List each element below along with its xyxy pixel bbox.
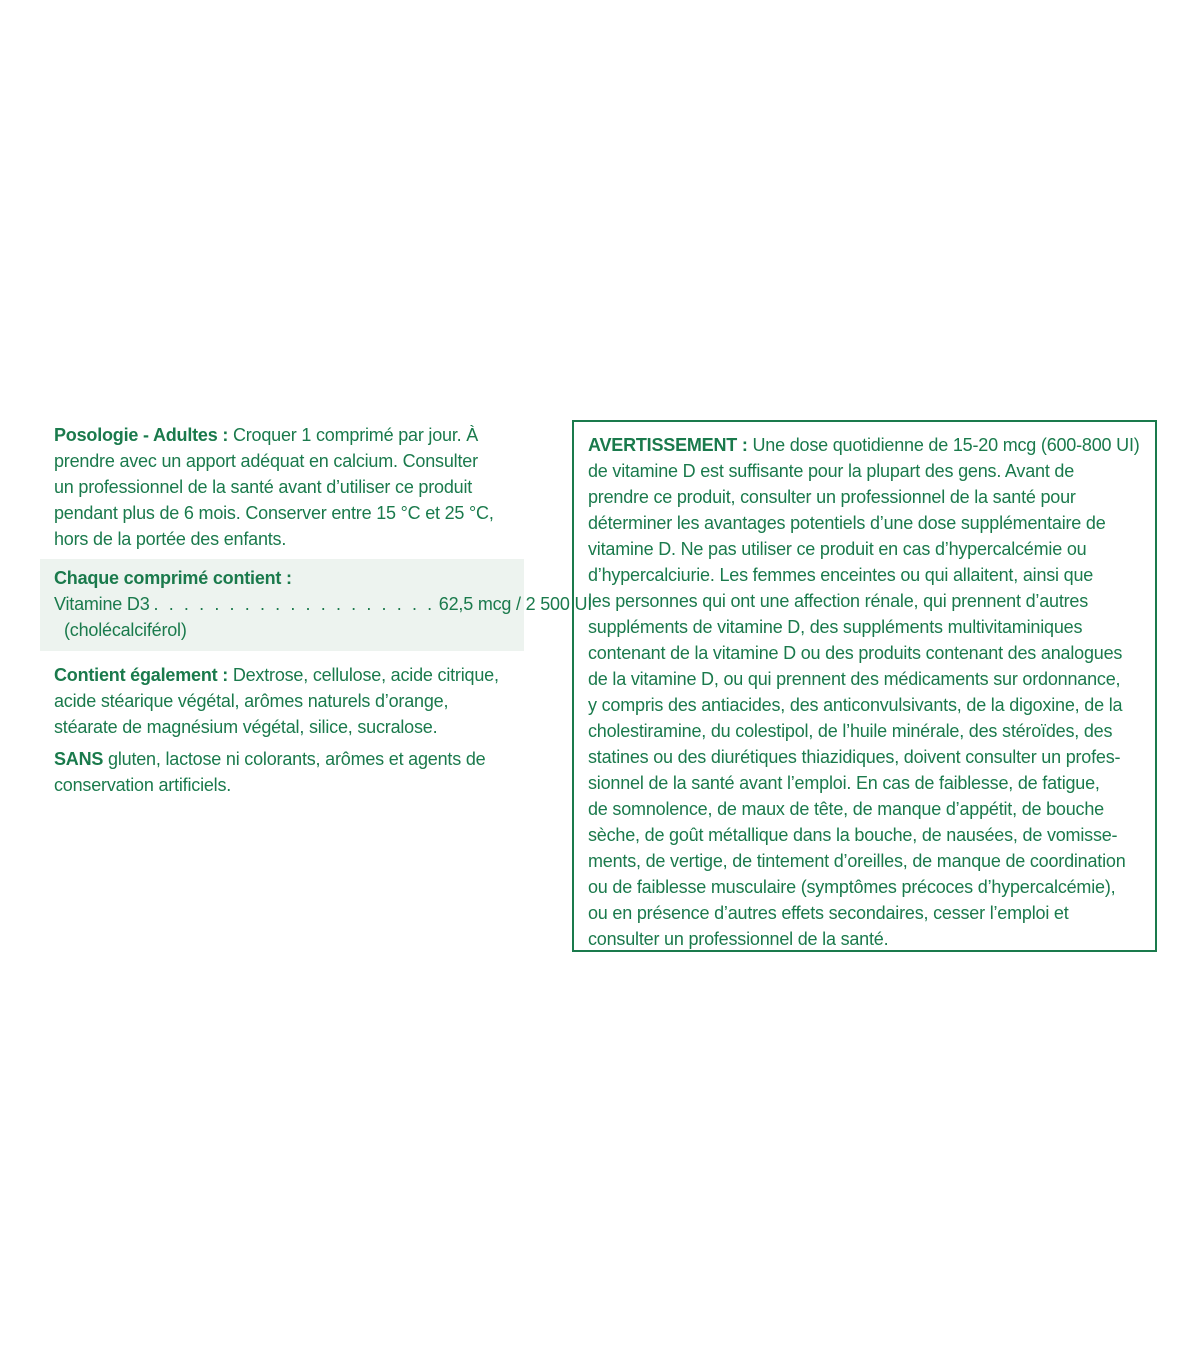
warning-line bbox=[588, 432, 1143, 458]
ingredient-leader-dots: . . . . . . . . . . . . . . . . . . . bbox=[153, 594, 435, 614]
dosage-section bbox=[54, 422, 524, 552]
medicinal-ingredients-box bbox=[40, 559, 593, 651]
free-from-line: conservation artificiels. bbox=[54, 775, 232, 795]
ingredients-title: Chaque comprimé contient : bbox=[54, 568, 292, 588]
dosage-line: hors de la portée des enfants. bbox=[54, 529, 287, 549]
dosage-line: un professionnel de la santé avant d’utiliser ce produit bbox=[54, 477, 473, 497]
dosage-line bbox=[54, 422, 524, 448]
warning-label: AVERTISSEMENT : bbox=[588, 435, 748, 455]
free-from-label: SANS bbox=[54, 749, 104, 769]
warning-line: de vitamine D est suffisante pour la plupart des gens. Avant de bbox=[588, 461, 1075, 481]
non-medicinal-ingredients bbox=[54, 662, 524, 740]
warning-line: contenant de la vitamine D ou des produits contenant des analogues bbox=[588, 643, 1123, 663]
free-from-section bbox=[54, 746, 524, 798]
ingredient-source: (cholécalciférol) bbox=[64, 620, 187, 640]
warning-line: consulter un professionnel de la santé. bbox=[588, 929, 889, 949]
free-from-line bbox=[54, 746, 524, 772]
warning-line: les personnes qui ont une affection rénale, qui prennent d’autres bbox=[588, 591, 1089, 611]
free-from-text: gluten, lactose ni colorants, arômes et agents de bbox=[103, 749, 486, 769]
dosage-text: Croquer 1 comprimé par jour. À bbox=[228, 425, 479, 445]
warning-text: Une dose quotidienne de 15-20 mcg (600-800 UI) bbox=[747, 435, 1140, 455]
also-contains-text: Dextrose, cellulose, acide citrique, bbox=[228, 665, 499, 685]
warning-line: d’hypercalciurie. Les femmes enceintes ou qui allaitent, ainsi que bbox=[588, 565, 1094, 585]
warning-line: cholestiramine, du colestipol, de l’huile minérale, des stéroïdes, des bbox=[588, 721, 1113, 741]
warning-line: y compris des antiacides, des anticonvulsivants, de la digoxine, de la bbox=[588, 695, 1123, 715]
also-contains-line: stéarate de magnésium végétal, silice, sucralose. bbox=[54, 717, 438, 737]
also-contains-line bbox=[54, 662, 524, 688]
warning-box bbox=[572, 420, 1157, 952]
warning-line: vitamine D. Ne pas utiliser ce produit en cas d’hypercalcémie ou bbox=[588, 539, 1087, 559]
dosage-line: pendant plus de 6 mois. Conserver entre 15 °C et 25 °C, bbox=[54, 503, 494, 523]
dosage-label: Posologie - Adultes : bbox=[54, 425, 229, 445]
ingredient-name: Vitamine D3 bbox=[54, 594, 150, 614]
ingredient-row bbox=[54, 591, 593, 617]
warning-line: de somnolence, de maux de tête, de manque d’appétit, de bouche bbox=[588, 799, 1104, 819]
warning-line: sèche, de goût métallique dans la bouche, de nausées, de vomisse- bbox=[588, 825, 1118, 845]
also-contains-label: Contient également : bbox=[54, 665, 229, 685]
also-contains-line: acide stéarique végétal, arômes naturels d’orange, bbox=[54, 691, 449, 711]
warning-line: ou de faiblesse musculaire (symptômes précoces d’hypercalcémie), bbox=[588, 877, 1116, 897]
dosage-line: prendre avec un apport adéquat en calcium. Consulter bbox=[54, 451, 478, 471]
warning-line: ou en présence d’autres effets secondaires, cesser l’emploi et bbox=[588, 903, 1069, 923]
warning-line: de la vitamine D, ou qui prennent des médicaments sur ordonnance, bbox=[588, 669, 1121, 689]
warning-line: déterminer les avantages potentiels d’une dose supplémentaire de bbox=[588, 513, 1106, 533]
warning-line: suppléments de vitamine D, des suppléments multivitaminiques bbox=[588, 617, 1083, 637]
warning-line: statines ou des diurétiques thiazidiques, doivent consulter un profes- bbox=[588, 747, 1121, 767]
warning-line: prendre ce produit, consulter un professionnel de la santé pour bbox=[588, 487, 1076, 507]
warning-line: sionnel de la santé avant l’emploi. En cas de faiblesse, de fatigue, bbox=[588, 773, 1100, 793]
warning-line: ments, de vertige, de tintement d’oreilles, de manque de coordination bbox=[588, 851, 1126, 871]
ingredient-amount: 62,5 mcg / 2 500 UI bbox=[438, 594, 593, 614]
